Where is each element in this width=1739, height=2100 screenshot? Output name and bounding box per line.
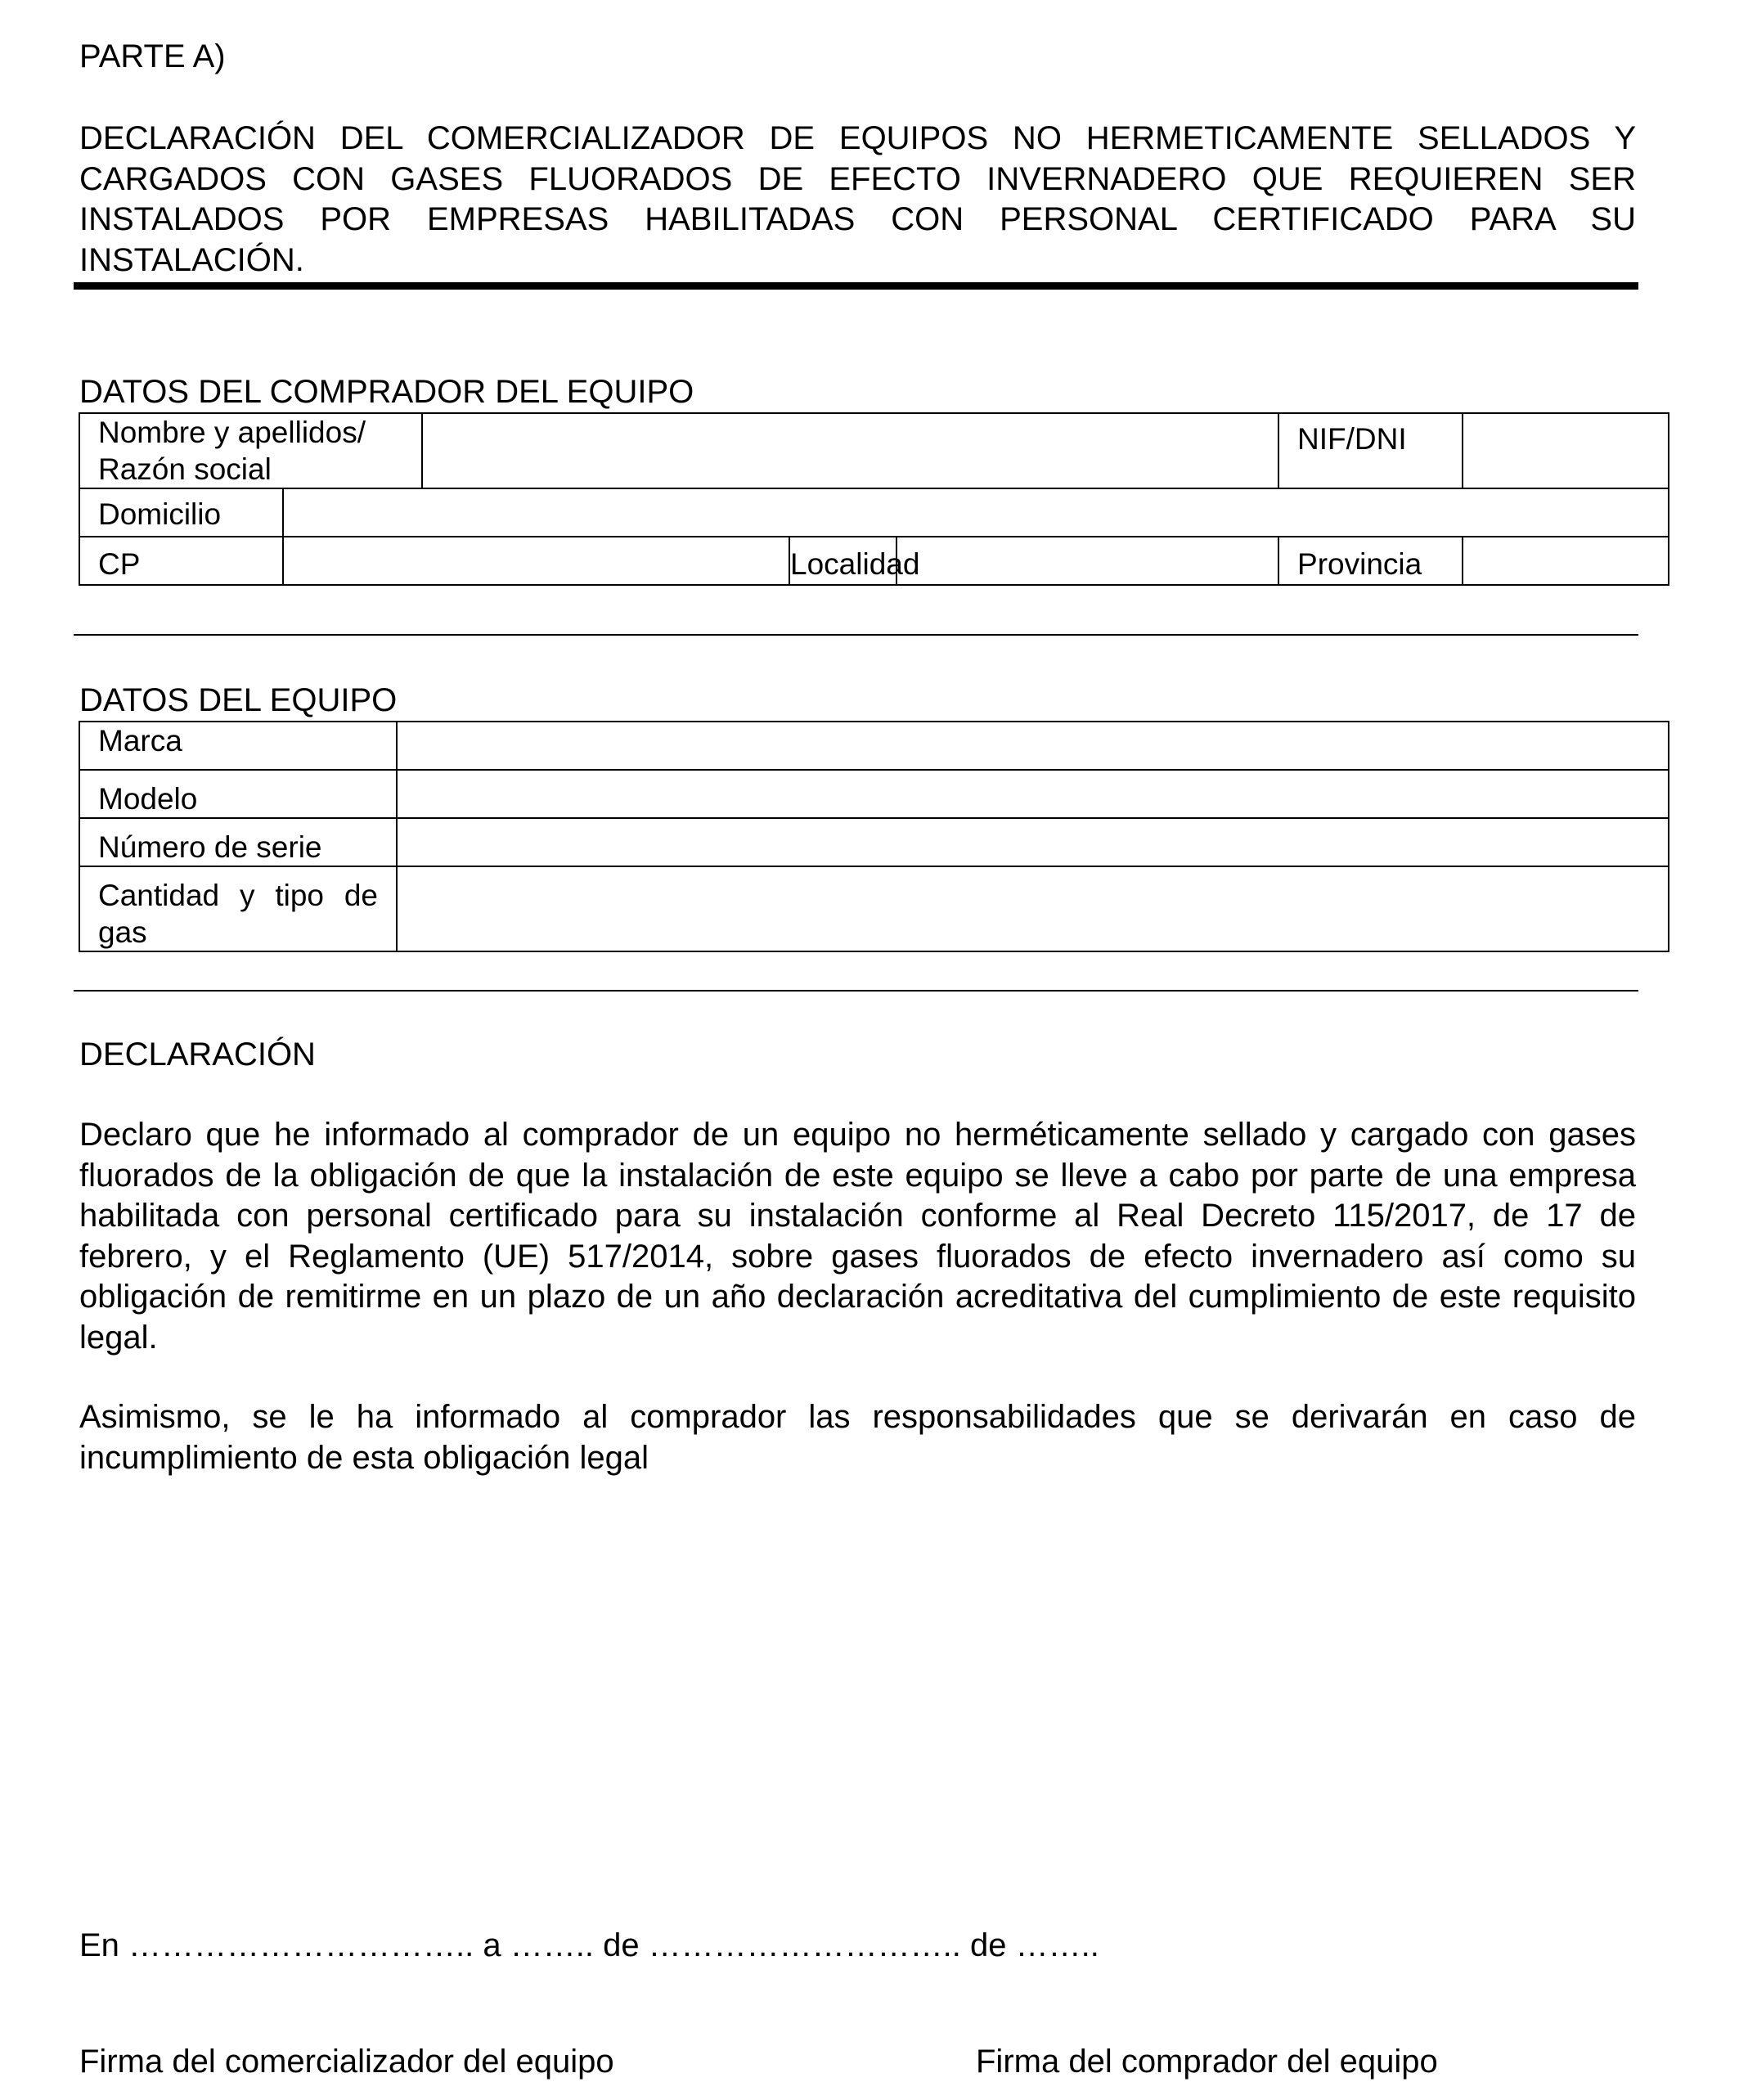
gas-field[interactable] [397, 866, 1669, 951]
brand-label: Marca [79, 722, 397, 770]
nif-label: NIF/DNI [1278, 413, 1463, 488]
buyer-table [79, 412, 1669, 586]
section-divider-2 [74, 990, 1638, 992]
province-label: Provincia [1278, 537, 1463, 585]
declaration-heading: DECLARACIÓN [79, 1037, 316, 1072]
equipment-table [79, 721, 1669, 952]
locality-field[interactable] [896, 537, 1278, 585]
model-field[interactable] [397, 770, 1669, 818]
buyer-signature-label: Firma del comprador del equipo [976, 2044, 1438, 2080]
declaration-paragraph-2: Asimismo, se le ha informado al comprador las responsabilidades que se derivarán en caso de incumplimiento de esta obligación legal [79, 1399, 1636, 1476]
gas-label: Cantidad y tipo de gas [79, 866, 397, 951]
name-label-line-2: Razón social [98, 452, 272, 486]
locality-label: Localidad [789, 537, 896, 585]
address-label: Domicilio [79, 488, 283, 537]
section-divider-1 [74, 634, 1638, 636]
document-title: DECLARACIÓN DEL COMERCIALIZADOR DE EQUIPOS NO HERMETICAMENTE SELLADOS Y CARGADOS CON GASES FLUORADOS DE EFECTO INVERNADERO QUE REQUIEREN SER INSTALADOS POR EMPRESAS HABILITADAS CON PERSONAL CERTIFICADO PARA SU INSTALACIÓN. [79, 120, 1636, 278]
part-label: PARTE A) [79, 38, 226, 74]
province-field[interactable] [1463, 537, 1669, 585]
seller-signature-label: Firma del comercializador del equipo [79, 2044, 614, 2080]
name-label [79, 413, 422, 488]
serial-label: Número de serie [79, 818, 397, 866]
model-label: Modelo [79, 770, 397, 818]
name-label-line-1: Nombre y apellidos/ [98, 416, 366, 449]
declaration-paragraph-1: Declaro que he informado al comprador de un equipo no herméticamente sellado y cargado con gases fluorados de la obligación de que la instalación de este equipo se lleve a cabo por parte de una empresa habilitada con personal certificado para su instalación conforme al Real Decreto 115/2017, de 17 de febrero, y el Reglamento (UE) 517/2014, sobre gases fluorados de efecto invernadero así como su obligación de remitirme en un plazo de un año declaración acreditativa del cumplimiento de este requisito legal. [79, 1117, 1636, 1356]
brand-field[interactable] [397, 722, 1669, 770]
serial-field[interactable] [397, 818, 1669, 866]
place-date-line: En ………………………….. a …….. de ……………………….. de …….. [79, 1927, 1099, 1963]
cp-field[interactable] [283, 537, 789, 585]
buyer-section-heading: DATOS DEL COMPRADOR DEL EQUIPO [79, 374, 694, 410]
cp-label: CP [79, 537, 283, 585]
address-field[interactable] [283, 488, 1669, 537]
equipment-section-heading: DATOS DEL EQUIPO [79, 682, 398, 718]
nif-field[interactable] [1463, 413, 1669, 488]
title-divider [74, 282, 1638, 290]
name-field[interactable] [422, 413, 1278, 488]
